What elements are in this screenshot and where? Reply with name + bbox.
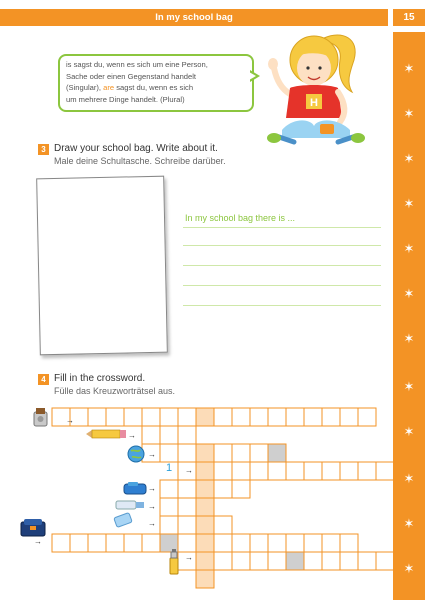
side-strip bbox=[393, 32, 425, 600]
glue-bottle-icon bbox=[166, 548, 182, 578]
glue-stick-icon bbox=[114, 498, 146, 512]
arrow-right-icon: → bbox=[185, 553, 193, 562]
crossword-cell[interactable] bbox=[160, 408, 178, 426]
arrow-right-icon: → bbox=[148, 502, 156, 511]
bubble-line: um mehrere Dinge handelt. (Plural) bbox=[66, 94, 185, 104]
star-icon: ✶ bbox=[403, 516, 415, 531]
crossword-cell[interactable] bbox=[214, 480, 232, 498]
crossword-cell[interactable] bbox=[196, 534, 214, 552]
crossword-cell[interactable] bbox=[304, 408, 322, 426]
crossword-cell[interactable] bbox=[232, 408, 250, 426]
arrow-right-icon: → bbox=[34, 537, 42, 546]
crossword-cell[interactable] bbox=[286, 534, 304, 552]
crossword-cell[interactable] bbox=[196, 408, 214, 426]
crossword-cell[interactable] bbox=[250, 552, 268, 570]
crossword-cell[interactable] bbox=[178, 498, 196, 516]
crossword-cell[interactable] bbox=[232, 462, 250, 480]
crossword-cell[interactable] bbox=[232, 480, 250, 498]
crossword-cell[interactable] bbox=[286, 462, 304, 480]
crossword-cell[interactable] bbox=[106, 534, 124, 552]
star-icon: ✶ bbox=[403, 196, 415, 211]
crossword-cell[interactable] bbox=[268, 552, 286, 570]
crossword-cell[interactable] bbox=[160, 516, 178, 534]
crossword-cell[interactable] bbox=[268, 534, 286, 552]
task-4-title: Fill in the crossword. bbox=[54, 373, 146, 384]
eraser-icon bbox=[112, 512, 136, 528]
page-number: 15 bbox=[393, 9, 425, 26]
crossword-cell[interactable] bbox=[160, 426, 178, 444]
crossword-cell[interactable] bbox=[268, 462, 286, 480]
task-4-subtitle: Fülle das Kreuzworträtsel aus. bbox=[54, 386, 176, 396]
crossword-cell[interactable] bbox=[340, 534, 358, 552]
crossword-cell[interactable] bbox=[250, 462, 268, 480]
arrow-right-icon: → bbox=[148, 484, 156, 493]
crossword-cell[interactable] bbox=[196, 444, 214, 462]
crossword-cell[interactable] bbox=[214, 462, 232, 480]
task-3-subtitle: Male deine Schultasche. Schreibe darüber. bbox=[54, 156, 226, 166]
bubble-line: Sache oder einen Gegenstand handelt bbox=[66, 71, 197, 81]
crossword-cell[interactable] bbox=[232, 444, 250, 462]
sharpener-icon bbox=[30, 406, 52, 428]
crossword-cell[interactable] bbox=[124, 534, 142, 552]
crossword-cell[interactable] bbox=[214, 516, 232, 534]
crossword-cell[interactable] bbox=[160, 444, 178, 462]
crossword-solution-cell[interactable] bbox=[196, 570, 214, 588]
crossword-cell[interactable] bbox=[358, 462, 376, 480]
pencil-icon bbox=[84, 428, 128, 440]
crossword-cell[interactable] bbox=[304, 552, 322, 570]
crossword-cell[interactable] bbox=[340, 408, 358, 426]
crossword-cell[interactable] bbox=[70, 534, 88, 552]
crossword-cell[interactable] bbox=[160, 498, 178, 516]
crossword-cell[interactable] bbox=[196, 498, 214, 516]
crossword-cell[interactable] bbox=[358, 408, 376, 426]
crossword-cell[interactable] bbox=[322, 534, 340, 552]
crossword-cell[interactable] bbox=[322, 552, 340, 570]
crossword-cell[interactable] bbox=[376, 462, 393, 480]
crossword-cell[interactable] bbox=[88, 408, 106, 426]
crossword-cell[interactable] bbox=[214, 534, 232, 552]
task-3-title: Draw your school bag. Write about it. bbox=[54, 143, 218, 154]
crossword-cell[interactable] bbox=[196, 516, 214, 534]
crossword-cell[interactable] bbox=[250, 444, 268, 462]
star-icon: ✶ bbox=[403, 241, 415, 256]
highlight-are: are bbox=[103, 83, 115, 92]
crossword-cell[interactable] bbox=[232, 534, 250, 552]
crossword-cell[interactable] bbox=[106, 408, 124, 426]
crossword-cell[interactable] bbox=[178, 480, 196, 498]
school-bag-icon bbox=[18, 516, 48, 538]
star-icon: ✶ bbox=[403, 471, 415, 486]
page-header-title: In my school bag bbox=[0, 9, 388, 26]
star-icon: ✶ bbox=[403, 331, 415, 346]
crossword-cell[interactable] bbox=[358, 552, 376, 570]
crossword-cell[interactable] bbox=[268, 408, 286, 426]
task-3-number: 3 bbox=[38, 144, 49, 155]
crossword-cell[interactable] bbox=[376, 552, 393, 570]
crossword-cell[interactable] bbox=[178, 444, 196, 462]
crossword-cell[interactable] bbox=[178, 408, 196, 426]
svg-text:H: H bbox=[310, 97, 318, 109]
crossword-cell[interactable] bbox=[178, 426, 196, 444]
bubble-text: (Singular), bbox=[66, 83, 104, 92]
arrow-right-icon: → bbox=[148, 519, 156, 528]
crossword-cell[interactable] bbox=[142, 426, 160, 444]
crossword-cell[interactable] bbox=[196, 480, 214, 498]
crossword-cell[interactable] bbox=[124, 408, 142, 426]
pencil-case-icon bbox=[122, 480, 148, 496]
crossword-cell[interactable] bbox=[214, 444, 232, 462]
bubble-line: is sagst du, wenn es sich um eine Person, bbox=[66, 60, 208, 69]
crossword-cell[interactable] bbox=[52, 534, 70, 552]
crossword-start-number: 1 bbox=[166, 462, 173, 474]
crossword-cell[interactable] bbox=[142, 408, 160, 426]
crossword-cell[interactable] bbox=[214, 552, 232, 570]
globe-icon bbox=[126, 444, 146, 464]
bubble-text: sagst du, wenn es sich bbox=[114, 83, 194, 92]
star-icon: ✶ bbox=[403, 151, 415, 166]
crossword-cell[interactable] bbox=[340, 462, 358, 480]
star-icon: ✶ bbox=[403, 286, 415, 301]
arrow-right-icon: → bbox=[148, 450, 156, 459]
task-4-number: 4 bbox=[38, 374, 49, 385]
arrow-right-icon: → bbox=[128, 431, 136, 440]
crossword-cell[interactable] bbox=[232, 552, 250, 570]
star-icon: ✶ bbox=[403, 379, 415, 394]
star-icon: ✶ bbox=[403, 106, 415, 121]
crossword-cell[interactable] bbox=[304, 534, 322, 552]
arrow-right-icon: → bbox=[66, 416, 74, 425]
star-icon: ✶ bbox=[403, 61, 415, 76]
crossword-cell[interactable] bbox=[142, 534, 160, 552]
crossword-cell[interactable] bbox=[304, 462, 322, 480]
crossword-cell[interactable] bbox=[340, 552, 358, 570]
crossword-cell[interactable] bbox=[250, 534, 268, 552]
writing-prompt: In my school bag there is ... bbox=[185, 213, 296, 223]
star-icon: ✶ bbox=[403, 561, 415, 576]
crossword-cell[interactable] bbox=[196, 462, 214, 480]
crossword-cell[interactable] bbox=[322, 408, 340, 426]
crossword-cell[interactable] bbox=[196, 552, 214, 570]
crossword-cell[interactable] bbox=[88, 534, 106, 552]
crossword-cell[interactable] bbox=[178, 516, 196, 534]
crossword-cell[interactable] bbox=[160, 480, 178, 498]
crossword-cell[interactable] bbox=[286, 408, 304, 426]
crossword-cell[interactable] bbox=[250, 408, 268, 426]
crossword-cell[interactable] bbox=[286, 552, 304, 570]
crossword-cell[interactable] bbox=[268, 444, 286, 462]
crossword-cell[interactable] bbox=[214, 408, 232, 426]
crossword-cell[interactable] bbox=[322, 462, 340, 480]
star-icon: ✶ bbox=[403, 424, 415, 439]
arrow-right-icon: → bbox=[185, 466, 193, 475]
